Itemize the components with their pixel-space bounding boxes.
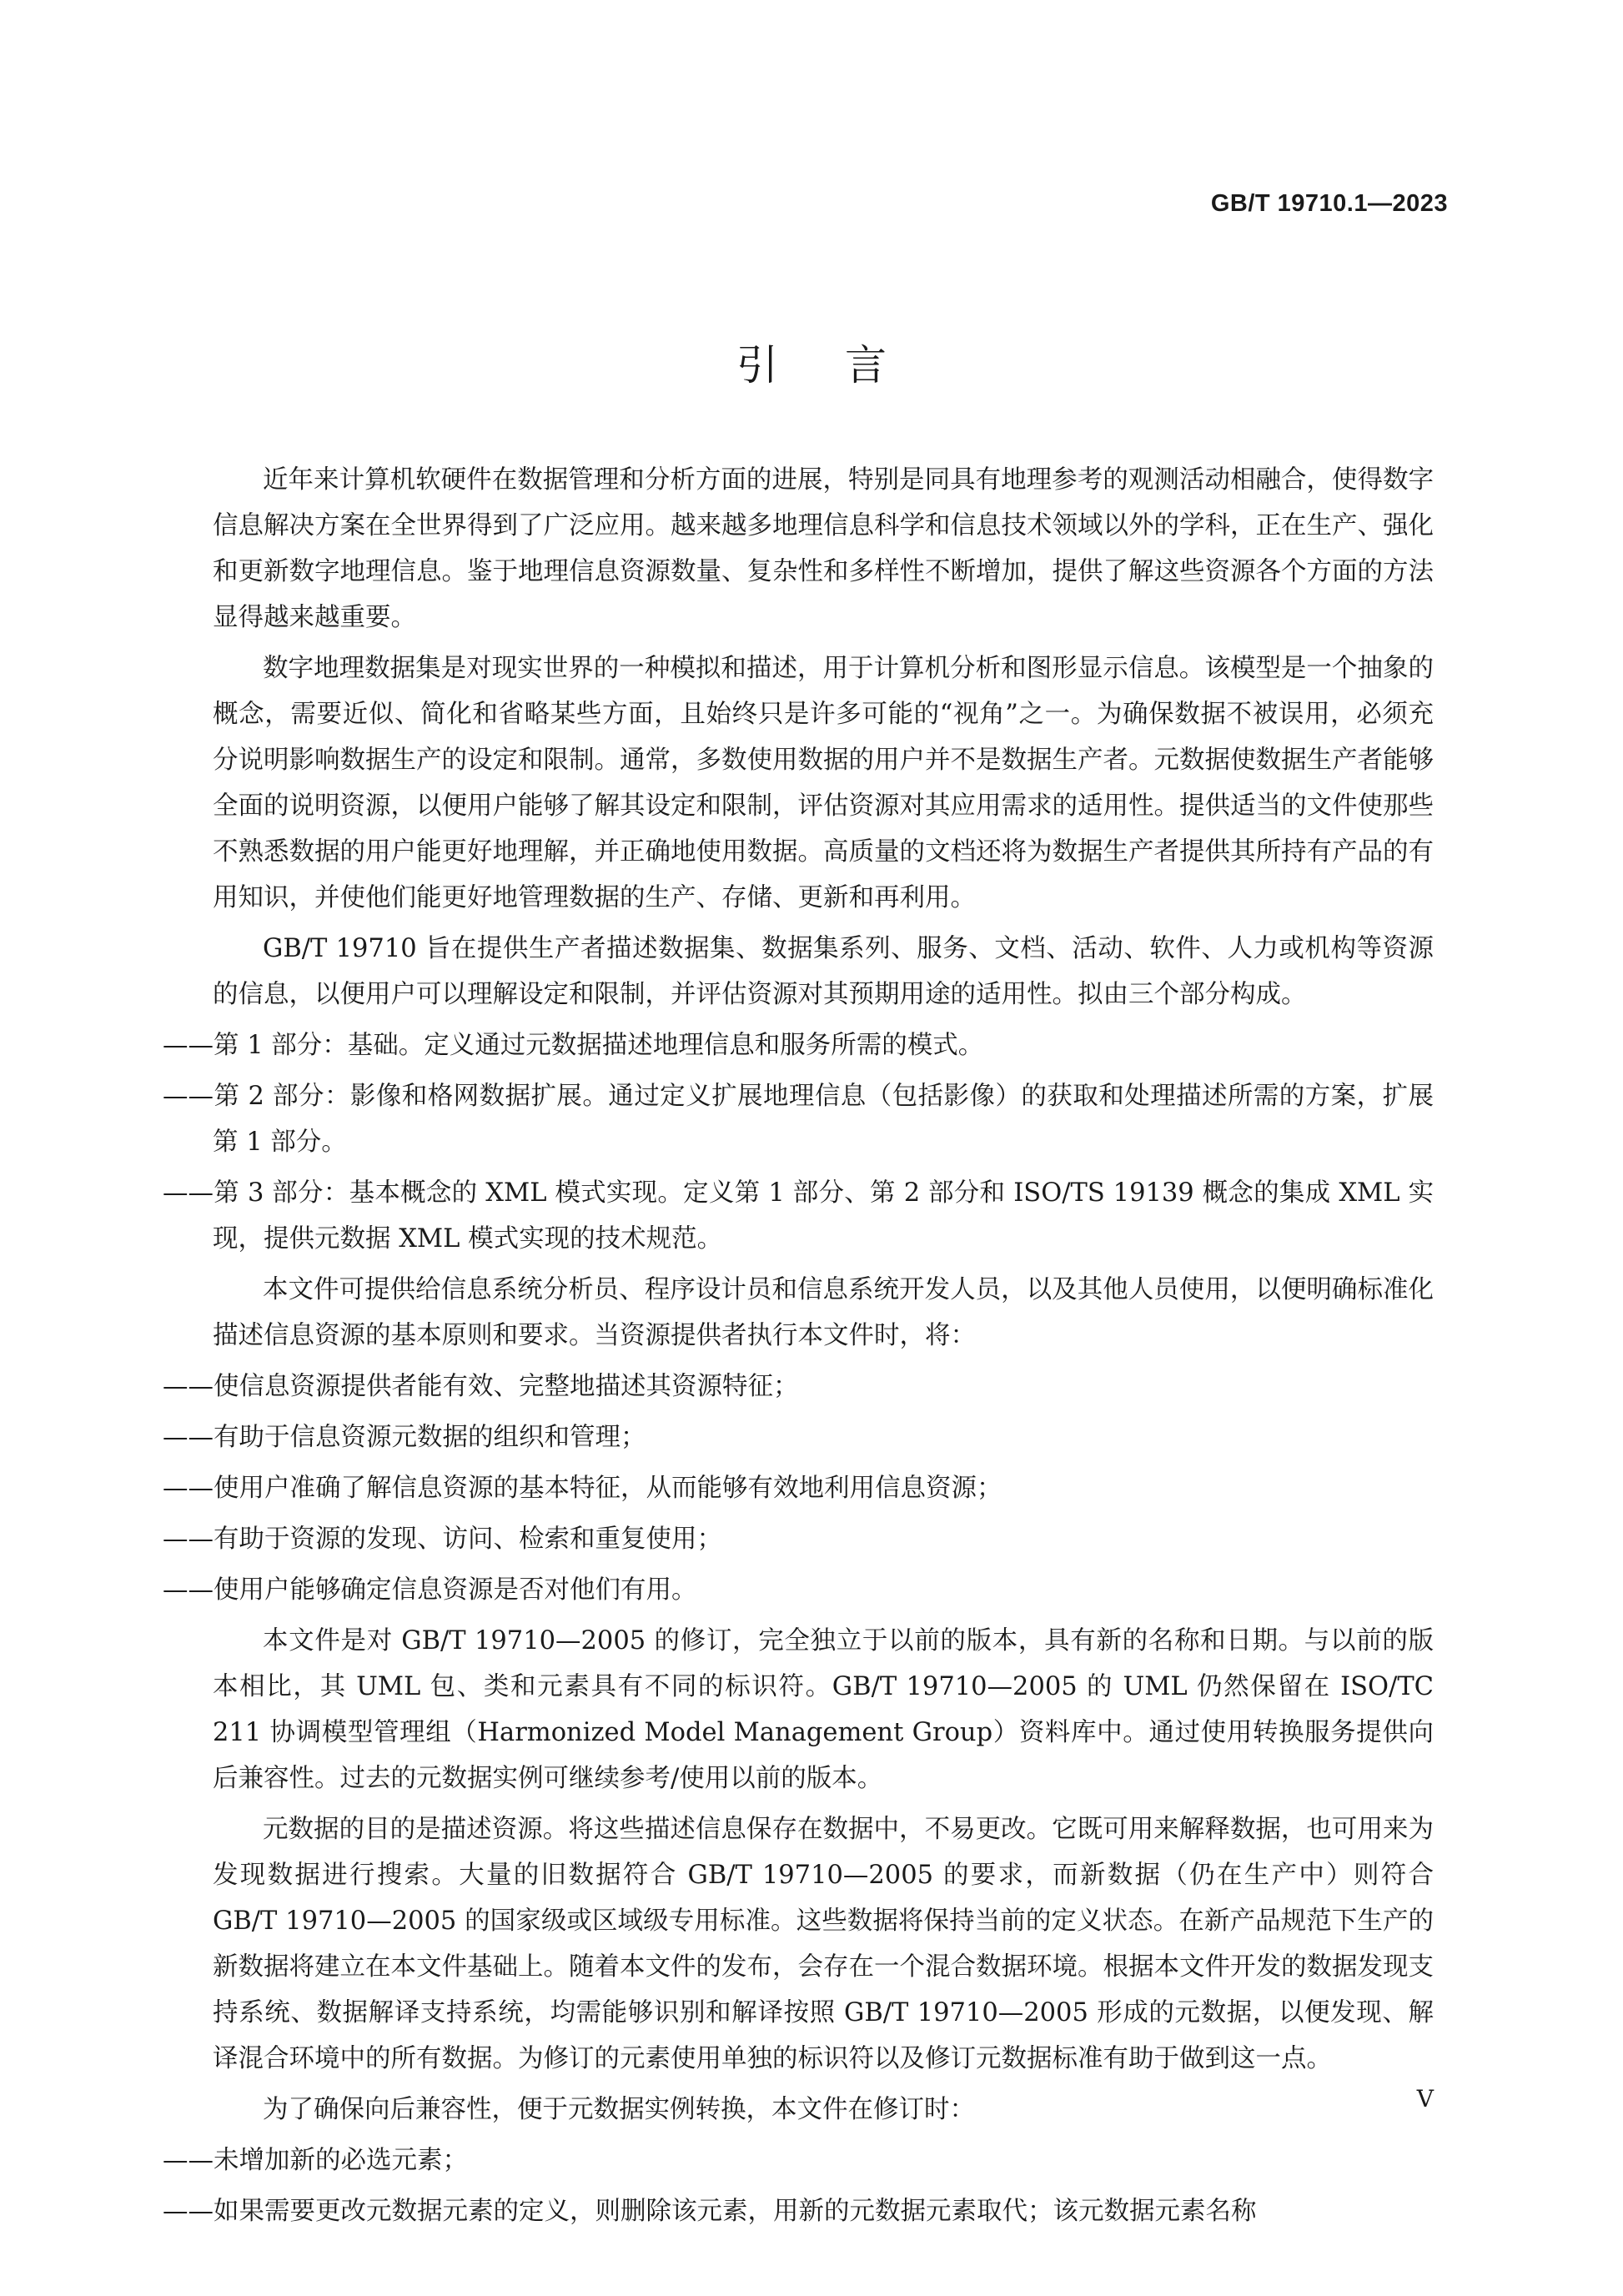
standard-number: GB/T 19710.1—2023 xyxy=(1210,190,1448,217)
paragraph: 本文件是对 GB/T 19710—2005 的修订，完全独立于以前的版本，具有新的名称和日期。与以前的版本相比，其 UML 包、类和元素具有不同的标识符。GB/T 19710—2005 的 UML 仍然保留在 ISO/TC 211 协调模型管理组（Harmonized Model Management Group）资料库中。通过使用转换服务提供向后兼容性。过去的元数据实例可继续参考/使用以前的版本。 xyxy=(213,1626,1434,1793)
page-title: 引言 xyxy=(736,341,953,389)
list-item: ——使用户能够确定信息资源是否对他们有用。 xyxy=(163,1575,697,1605)
list-item: ——有助于信息资源元数据的组织和管理； xyxy=(163,1423,646,1452)
paragraph: GB/T 19710 旨在提供生产者描述数据集、数据集系列、服务、文档、活动、软件、人力或机构等资源的信息，以便用户可以理解设定和限制，并评估资源对其预期用途的适用性。拟由三个部分构成。 xyxy=(213,934,1434,1009)
list-item: ——有助于资源的发现、访问、检索和重复使用； xyxy=(163,1525,722,1554)
page-number: V xyxy=(1416,2085,1434,2113)
list-item: ——使信息资源提供者能有效、完整地描述其资源特征； xyxy=(163,1372,799,1401)
list-item: ——未增加新的必选元素； xyxy=(163,2146,468,2175)
paragraph: 为了确保向后兼容性，便于元数据实例转换，本文件在修订时： xyxy=(263,2095,975,2124)
list-item: ——第 2 部分：影像和格网数据扩展。通过定义扩展地理信息（包括影像）的获取和处理描述所需的方案，扩展第 1 部分。 xyxy=(163,1082,1434,1157)
list-item: ——第 1 部分：基础。定义通过元数据描述地理信息和服务所需的模式。 xyxy=(163,1031,984,1060)
paragraph: 近年来计算机软硬件在数据管理和分析方面的进展，特别是同具有地理参考的观测活动相融合，使得数字信息解决方案在全世界得到了广泛应用。越来越多地理信息科学和信息技术领域以外的学科，正在生产、强化和更新数字地理信息。鉴于地理信息资源数量、复杂性和多样性不断增加，提供了解这些资源各个方面的方法显得越来越重要。 xyxy=(213,465,1434,632)
list-item: ——第 3 部分：基本概念的 XML 模式实现。定义第 1 部分、第 2 部分和 ISO/TS 19139 概念的集成 XML 实现，提供元数据 XML 模式实现的技术规范。 xyxy=(163,1178,1434,1254)
list-item: ——如果需要更改元数据元素的定义，则删除该元素，用新的元数据元素取代；该元数据元素名称 xyxy=(163,2197,1257,2226)
document-body xyxy=(163,457,1434,2239)
list-item: ——使用户准确了解信息资源的基本特征，从而能够有效地利用信息资源； xyxy=(163,1474,1002,1503)
paragraph: 元数据的目的是描述资源。将这些描述信息保存在数据中，不易更改。它既可用来解释数据，也可用来为发现数据进行搜索。大量的旧数据符合 GB/T 19710—2005 的要求，而新数据（仍在生产中）则符合 GB/T 19710—2005 的国家级或区域级专用标准。这些数据将保持当前的定义状态。在新产品规范下生产的新数据将建立在本文件基础上。随着本文件的发布，会存在一个混合数据环境。根据本文件开发的数据发现支持系统、数据解译支持系统，均需能够识别和解译按照 GB/T 19710—2005 形成的元数据，以便发现、解译混合环境中的所有数据。为修订的元素使用单独的标识符以及修订元数据标准有助于做到这一点。 xyxy=(213,1815,1434,2073)
paragraph: 数字地理数据集是对现实世界的一种模拟和描述，用于计算机分析和图形显示信息。该模型是一个抽象的概念，需要近似、简化和省略某些方面，且始终只是许多可能的“视角”之一。为确保数据不被误用，必须充分说明影响数据生产的设定和限制。通常，多数使用数据的用户并不是数据生产者。元数据使数据生产者能够全面的说明资源，以便用户能够了解其设定和限制，评估资源对其应用需求的适用性。提供适当的文件使那些不熟悉数据的用户能更好地理解，并正确地使用数据。高质量的文档还将为数据生产者提供其所持有产品的有用知识，并使他们能更好地管理数据的生产、存储、更新和再利用。 xyxy=(213,654,1434,912)
paragraph: 本文件可提供给信息系统分析员、程序设计员和信息系统开发人员，以及其他人员使用，以便明确标准化描述信息资源的基本原则和要求。当资源提供者执行本文件时，将： xyxy=(213,1275,1434,1350)
